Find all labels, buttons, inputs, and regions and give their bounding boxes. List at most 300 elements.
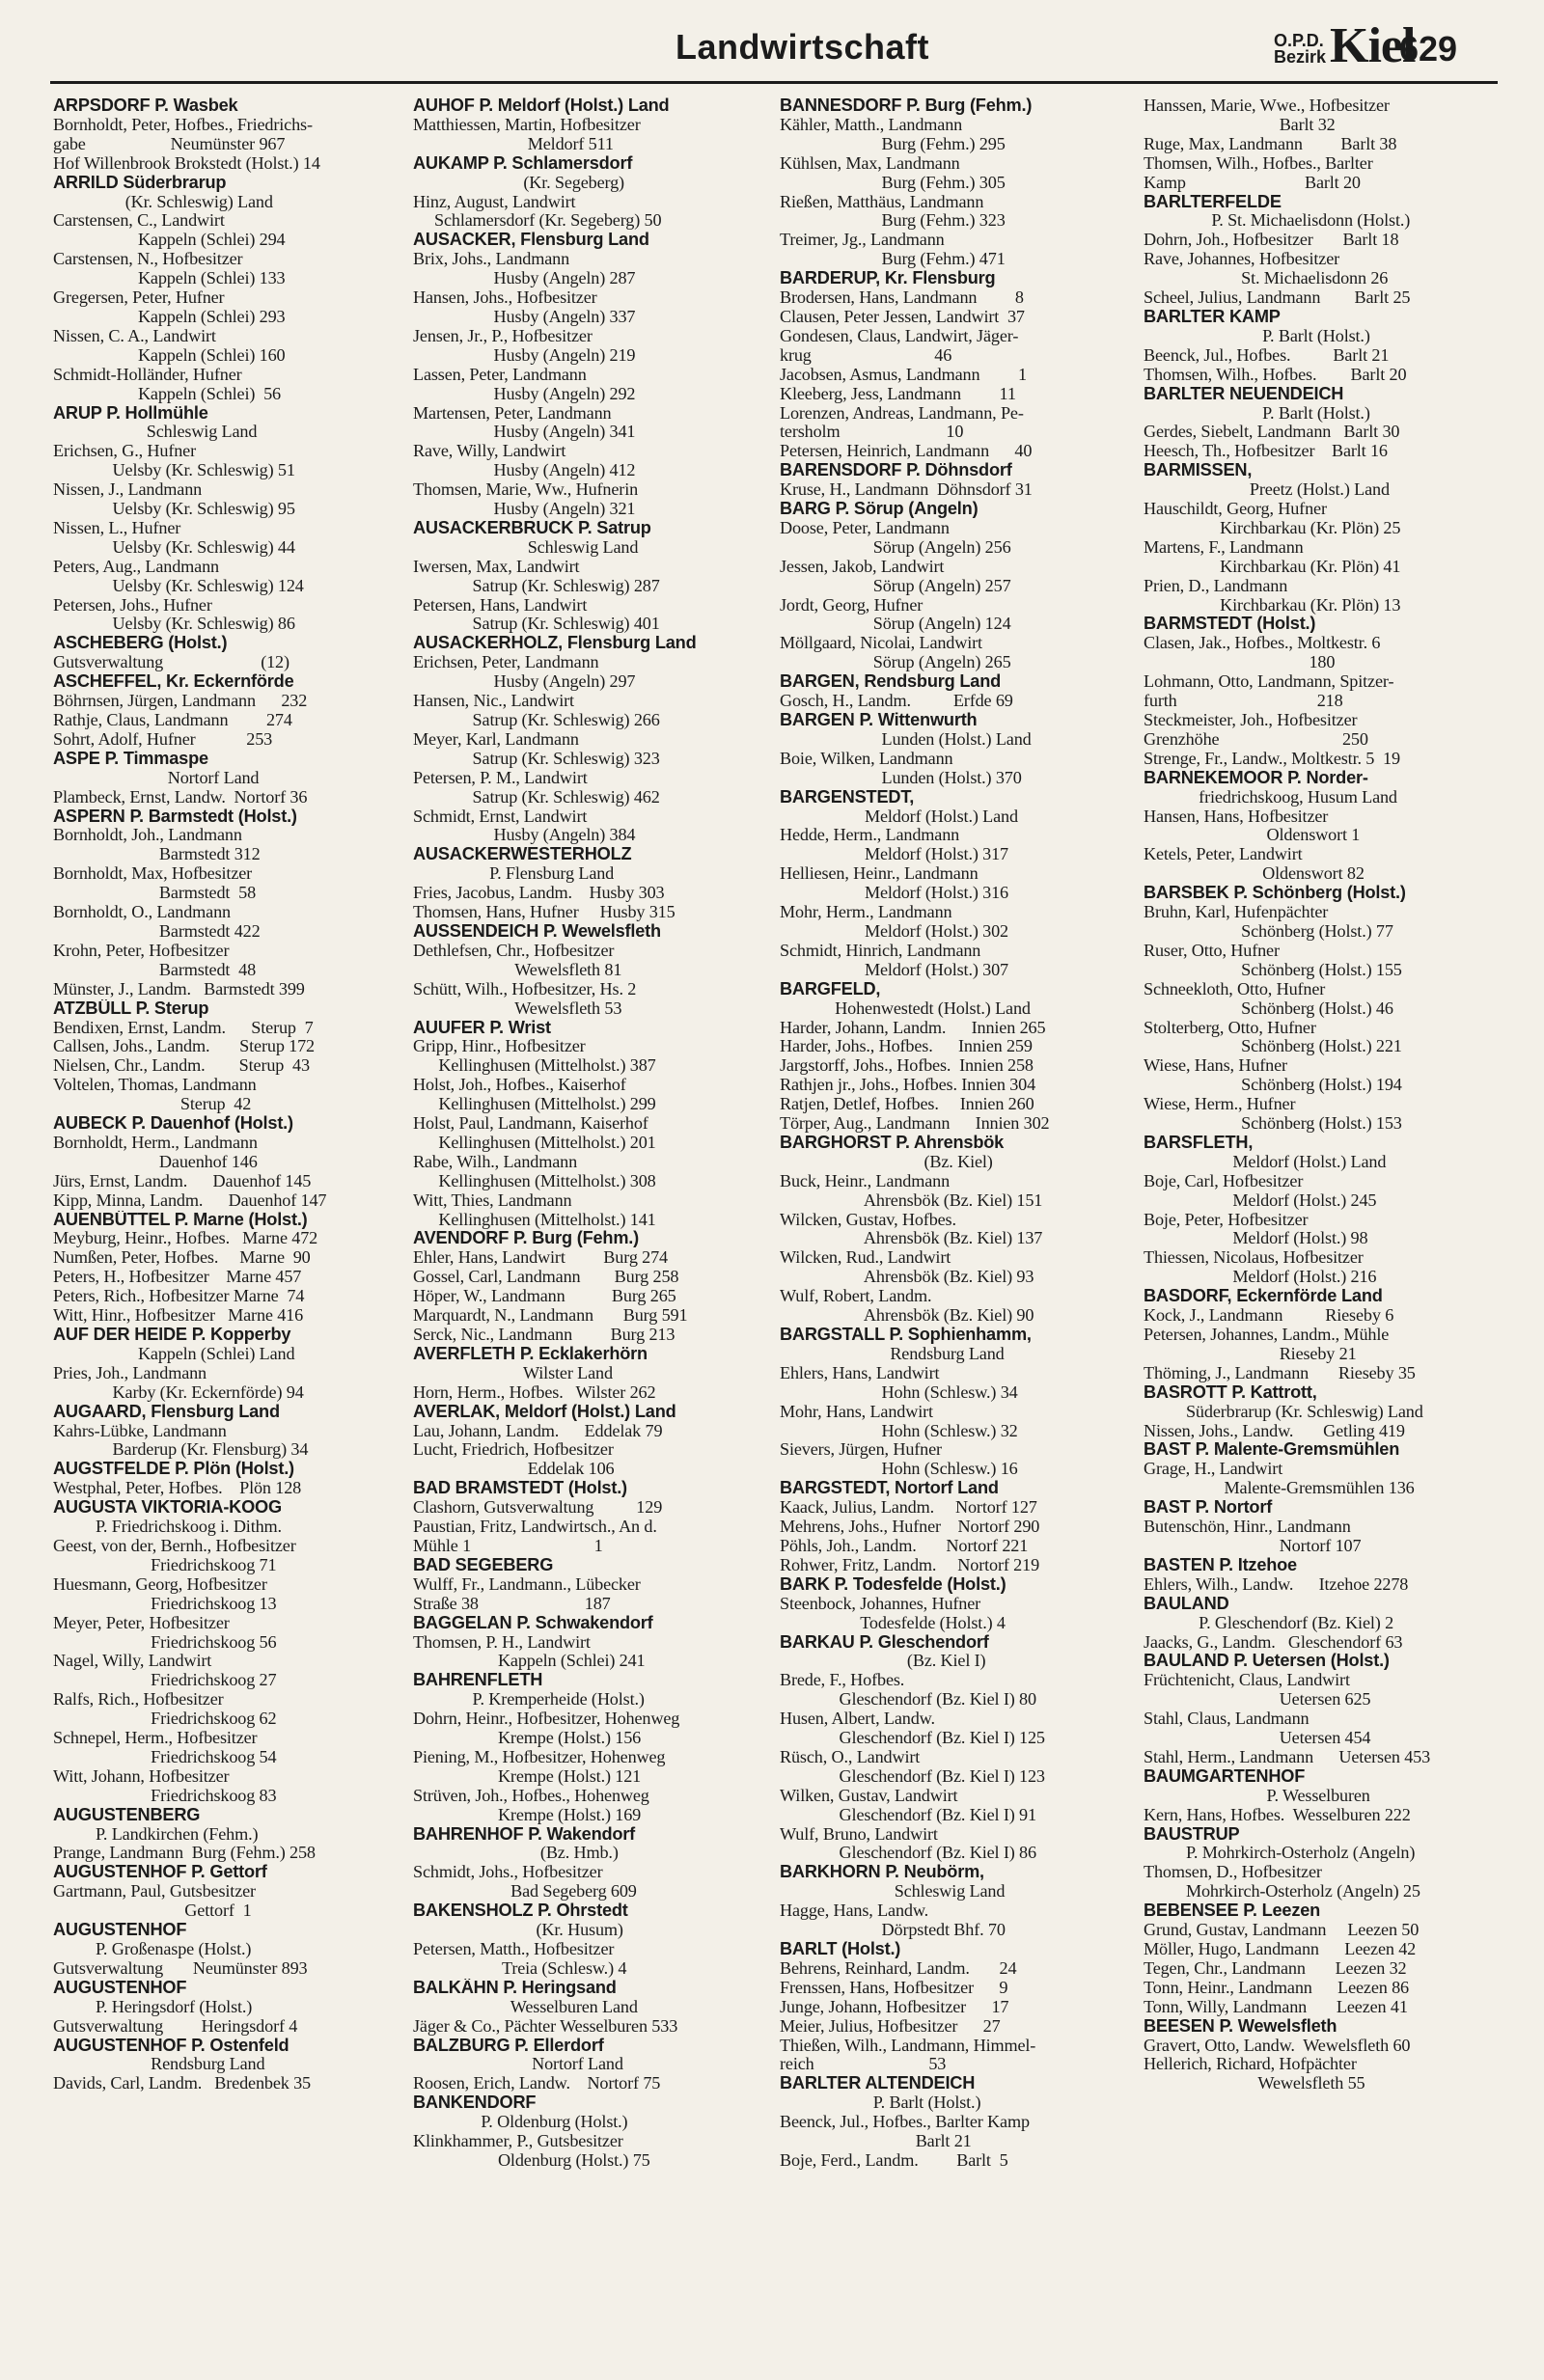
entry-line: Törper, Aug., Landmann Innien 302 — [780, 1114, 1050, 1134]
entry-line: Sohrt, Adolf, Hufner 253 — [53, 729, 273, 749]
entry-line: Husby (Angeln) 412 — [413, 461, 636, 480]
entry-line: Sterup 42 — [53, 1095, 252, 1114]
entry-line: Meier, Julius, Hofbesitzer 27 — [780, 2016, 1001, 2036]
entry-line: Schneekloth, Otto, Hufner — [1144, 979, 1326, 999]
entry-line: Nissen, L., Hufner — [53, 518, 181, 537]
entry-line: Junge, Johann, Hofbesitzer 17 — [780, 1997, 1009, 2016]
entry-line: Callsen, Johs., Landm. Sterup 172 — [53, 1037, 315, 1056]
entry-line: Schmidt, Ernst, Landwirt — [413, 807, 588, 826]
entry-line: Schönberg (Holst.) 153 — [1144, 1114, 1402, 1134]
entry-line: Fries, Jacobus, Landm. Husby 303 — [413, 884, 665, 903]
entry-line: Wulff, Fr., Landmann., Lübecker — [413, 1574, 641, 1594]
entry-line: Wilcken, Rud., Landwirt — [780, 1248, 951, 1268]
entry-line: Witt, Johann, Hofbesitzer — [53, 1766, 230, 1786]
entry-line: Jürs, Ernst, Landm. Dauenhof 145 — [53, 1171, 312, 1190]
entry-line: Meldorf (Holst.) 317 — [780, 845, 1008, 864]
place-heading: BARGHORST P. Ahrensbök — [780, 1133, 1005, 1152]
entry-line: Friedrichskoog 13 — [53, 1594, 277, 1613]
entry-line: Ehlers, Wilh., Landw. Itzehoe 2278 — [1144, 1574, 1409, 1594]
entry-line: Kleeberg, Jess, Landmann 11 — [780, 384, 1016, 403]
entry-line: Gutsverwaltung Neumünster 893 — [53, 1958, 308, 1978]
entry-line: gabe Neumünster 967 — [53, 134, 286, 153]
entry-line: Meldorf (Holst.) Land — [780, 807, 1018, 826]
entry-line: Hinz, August, Landwirt — [413, 192, 576, 211]
place-heading: BARGENSTEDT, — [780, 787, 915, 807]
entry-line: Marquardt, N., Landmann Burg 591 — [413, 1306, 688, 1326]
entry-line: Schleswig Land — [53, 423, 258, 442]
place-heading: BANNESDORF P. Burg (Fehm.) — [780, 96, 1033, 115]
opd-line-1: O.P.D. — [1274, 31, 1324, 50]
entry-line: Beenck, Jul., Hofbes. Barlt 21 — [1144, 345, 1390, 365]
entry-line: Schütt, Wilh., Hofbesitzer, Hs. 2 — [413, 979, 637, 999]
entry-line: Steenbock, Johannes, Hufner — [780, 1594, 981, 1613]
entry-line: Kappeln (Schlei) 241 — [413, 1652, 646, 1671]
entry-line: Dohrn, Joh., Hofbesitzer Barlt 18 — [1144, 231, 1399, 250]
entry-line: Petersen, Hans, Landwirt — [413, 595, 588, 615]
entry-line: Ahrensbök (Bz. Kiel) 90 — [780, 1306, 1034, 1326]
entry-line: Stolterberg, Otto, Hufner — [1144, 1018, 1316, 1037]
entry-line: Kappeln (Schlei) 160 — [53, 345, 286, 365]
place-heading: BARLT (Holst.) — [780, 1940, 901, 1958]
entry-line: Petersen, Johannes, Landm., Mühle — [1144, 1326, 1390, 1344]
entry-line: Früchtenicht, Claus, Landwirt — [1144, 1671, 1350, 1690]
entry-line: Hansen, Nic., Landwirt — [413, 692, 574, 711]
entry-line: Paustian, Fritz, Landwirtsch., An d. — [413, 1518, 657, 1537]
column-1 — [53, 96, 400, 2354]
entry-line: Dohrn, Heinr., Hofbesitzer, Hohenweg — [413, 1710, 680, 1729]
entry-line: Kappeln (Schlei) 293 — [53, 307, 286, 326]
entry-line: Plambeck, Ernst, Landw. Nortorf 36 — [53, 787, 308, 807]
entry-line: Erichsen, Peter, Landmann — [413, 653, 599, 672]
entry-line: Pries, Joh., Landmann — [53, 1363, 207, 1382]
entry-line: (Bz. Kiel I) — [780, 1652, 986, 1671]
entry-line: Wewelsfleth 81 — [413, 960, 622, 979]
place-heading: ARRILD Süderbrarup — [53, 173, 227, 192]
entry-line: Rabe, Wilh., Landmann — [413, 1152, 578, 1171]
place-heading: BAKENSHOLZ P. Ohrstedt — [413, 1901, 628, 1921]
entry-line: Nagel, Willy, Landwirt — [53, 1652, 212, 1671]
place-heading: ATZBÜLL P. Sterup — [53, 999, 209, 1018]
place-heading: AUGUSTENBERG — [53, 1805, 201, 1824]
entry-line: Mohrkirch-Osterholz (Angeln) 25 — [1144, 1882, 1420, 1901]
entry-line: Lau, Johann, Landm. Eddelak 79 — [413, 1421, 663, 1440]
place-heading: BARGEN P. Wittenwurth — [780, 711, 978, 729]
entry-line: Kern, Hans, Hofbes. Wesselburen 222 — [1144, 1805, 1411, 1824]
entry-line: Bad Segeberg 609 — [413, 1882, 637, 1901]
place-heading: BARSFLETH, — [1144, 1133, 1254, 1152]
page-title: Landwirtschaft — [676, 27, 930, 67]
entry-line: Butenschön, Hinr., Landmann — [1144, 1518, 1351, 1537]
entry-line: Ahrensbök (Bz. Kiel) 93 — [780, 1268, 1034, 1287]
place-heading: BARKAU P. Gleschendorf — [780, 1632, 989, 1652]
entry-line: Husby (Angeln) 297 — [413, 672, 636, 692]
district-name: Kiel — [1330, 18, 1416, 73]
entry-line: Kipp, Minna, Landm. Dauenhof 147 — [53, 1190, 327, 1210]
entry-line: Möllgaard, Nicolai, Landwirt — [780, 634, 982, 653]
entry-line: Thießen, Wilh., Landmann, Himmel- — [780, 2036, 1036, 2055]
entry-line: Friedrichskoog 62 — [53, 1710, 277, 1729]
entry-line: Burg (Fehm.) 471 — [780, 250, 1006, 269]
entry-line: Uelsby (Kr. Schleswig) 86 — [53, 615, 295, 634]
entry-line: Husby (Angeln) 337 — [413, 307, 636, 326]
entry-line: Rohwer, Fritz, Landm. Nortorf 219 — [780, 1555, 1040, 1574]
entry-line: Meyer, Karl, Landmann — [413, 729, 579, 749]
entry-line: Bornholdt, Joh., Landmann — [53, 826, 242, 845]
entry-line: Hohn (Schlesw.) 32 — [780, 1421, 1018, 1440]
entry-line: P. Großenaspe (Holst.) — [53, 1940, 252, 1958]
entry-line: Pöhls, Joh., Landm. Nortorf 221 — [780, 1536, 1029, 1555]
entry-line: Erichsen, G., Hufner — [53, 442, 197, 461]
entry-line: Peters, H., Hofbesitzer Marne 457 — [53, 1268, 302, 1287]
entry-line: Martens, F., Landmann — [1144, 537, 1304, 557]
place-heading: BARMSTEDT (Holst.) — [1144, 615, 1316, 634]
entry-line: Gleschendorf (Bz. Kiel I) 91 — [780, 1805, 1036, 1824]
entry-line: Wewelsfleth 55 — [1144, 2074, 1365, 2093]
place-heading: BALZBURG P. Ellerdorf — [413, 2036, 604, 2055]
entry-line: Brix, Johs., Landmann — [413, 250, 570, 269]
entry-line: P. Barlt (Holst.) — [1144, 403, 1370, 423]
entry-line: Schönberg (Holst.) 46 — [1144, 999, 1393, 1018]
entry-line: Ruser, Otto, Hufner — [1144, 941, 1280, 960]
entry-line: Iwersen, Max, Landwirt — [413, 557, 580, 576]
entry-line: Jäger & Co., Pächter Wesselburen 533 — [413, 2016, 678, 2036]
entry-line: Strenge, Fr., Landw., Moltkestr. 5 19 — [1144, 749, 1400, 768]
entry-line: St. Michaelisdonn 26 — [1144, 269, 1389, 288]
entry-line: Lunden (Holst.) Land — [780, 729, 1032, 749]
entry-line: Barderup (Kr. Flensburg) 34 — [53, 1440, 309, 1460]
entry-line: Höper, W., Landmann Burg 265 — [413, 1287, 676, 1306]
entry-line: Carstensen, C., Landwirt — [53, 211, 225, 231]
entry-line: Witt, Thies, Landmann — [413, 1190, 572, 1210]
entry-line: Nortorf Land — [413, 2055, 623, 2074]
entry-line: Barmstedt 312 — [53, 845, 261, 864]
entry-line: Rendsburg Land — [53, 2055, 265, 2074]
entry-line: Burg (Fehm.) 305 — [780, 173, 1006, 192]
entry-line: Satrup (Kr. Schleswig) 401 — [413, 615, 660, 634]
entry-line: Rießen, Matthäus, Landmann — [780, 192, 984, 211]
entry-line: Boje, Carl, Hofbesitzer — [1144, 1171, 1304, 1190]
entry-line: Gosch, H., Landm. Erfde 69 — [780, 692, 1013, 711]
entry-line: Davids, Carl, Landm. Bredenbek 35 — [53, 2074, 311, 2093]
entry-line: Wesselburen Land — [413, 1997, 638, 2016]
entry-line: Todesfelde (Holst.) 4 — [780, 1613, 1006, 1632]
entry-line: P. Flensburg Land — [413, 864, 615, 884]
entry-line: Uelsby (Kr. Schleswig) 124 — [53, 576, 304, 595]
entry-line: Petersen, Matth., Hofbesitzer — [413, 1940, 615, 1958]
entry-line: Sörup (Angeln) 257 — [780, 576, 1011, 595]
entry-line: Holst, Joh., Hofbes., Kaiserhof — [413, 1076, 626, 1095]
place-heading: AUSACKERWESTERHOLZ — [413, 845, 632, 864]
place-heading: AUGUSTENHOF — [53, 1978, 187, 1997]
entry-line: Jessen, Jakob, Landwirt — [780, 557, 945, 576]
place-heading: BASTEN P. Itzehoe — [1144, 1555, 1297, 1574]
place-heading: AUGSTFELDE P. Plön (Holst.) — [53, 1460, 294, 1479]
entry-line: Mühle 1 1 — [413, 1536, 603, 1555]
entry-line: Wilcken, Gustav, Hofbes. — [780, 1210, 956, 1229]
entry-line: Hansen, Hans, Hofbesitzer — [1144, 807, 1329, 826]
place-heading: BARKHORN P. Neubörm, — [780, 1863, 984, 1882]
entry-line: Kruse, H., Landmann Döhnsdorf 31 — [780, 480, 1033, 500]
entry-line: Oldenswort 82 — [1144, 864, 1365, 884]
entry-line: Jargstorff, Johs., Hofbes. Innien 258 — [780, 1056, 1034, 1076]
entry-line: Dethlefsen, Chr., Hofbesitzer — [413, 941, 615, 960]
entry-line: Steckmeister, Joh., Hofbesitzer — [1144, 711, 1358, 729]
entry-line: (Kr. Segeberg) — [413, 173, 624, 192]
entry-line: Hedde, Herm., Landmann — [780, 826, 960, 845]
entry-line: Rave, Johannes, Hofbesitzer — [1144, 250, 1340, 269]
place-heading: BAD SEGEBERG — [413, 1555, 554, 1574]
place-heading: BAUMGARTENHOF — [1144, 1766, 1306, 1786]
place-heading: BARGFELD, — [780, 979, 881, 999]
entry-line: Kellinghusen (Mittelholst.) 299 — [413, 1095, 656, 1114]
entry-line: Burg (Fehm.) 295 — [780, 134, 1006, 153]
entry-line: Harder, Johs., Hofbes. Innien 259 — [780, 1037, 1033, 1056]
place-heading: BARLTERFELDE — [1144, 192, 1282, 211]
entry-line: Harder, Johann, Landm. Innien 265 — [780, 1018, 1046, 1037]
entry-line: Rathjen jr., Johs., Hofbes. Innien 304 — [780, 1076, 1036, 1095]
place-heading: BARNEKEMOOR P. Norder- — [1144, 768, 1368, 787]
entry-line: Rendsburg Land — [780, 1344, 1005, 1363]
place-heading: BARENSDORF P. Döhnsdorf — [780, 461, 1012, 480]
entry-line: Krohn, Peter, Hofbesitzer — [53, 941, 230, 960]
entry-line: Kellinghusen (Mittelholst.) 141 — [413, 1210, 656, 1229]
entry-line: P. Friedrichskoog i. Dithm. — [53, 1518, 282, 1537]
entry-line: Gondesen, Claus, Landwirt, Jäger- — [780, 326, 1019, 345]
entry-line: tersholm 10 — [780, 423, 964, 442]
entry-line: Sievers, Jürgen, Hufner — [780, 1440, 942, 1460]
entry-line: Kappeln (Schlei) 56 — [53, 384, 281, 403]
entry-line: Buck, Heinr., Landmann — [780, 1171, 951, 1190]
entry-line: Bendixen, Ernst, Landm. Sterup 7 — [53, 1018, 314, 1037]
place-heading: AVERFLETH P. Ecklakerhörn — [413, 1344, 648, 1363]
place-heading: AUF DER HEIDE P. Kopperby — [53, 1326, 291, 1344]
entry-line: P. Landkirchen (Fehm.) — [53, 1824, 259, 1844]
entry-line: Lassen, Peter, Landmann — [413, 365, 587, 384]
place-heading: BARGSTALL P. Sophienhamm, — [780, 1326, 1032, 1344]
entry-line: Witt, Hinr., Hofbesitzer Marne 416 — [53, 1306, 304, 1326]
entry-line: Treia (Schlesw.) 4 — [413, 1958, 627, 1978]
entry-line: Friedrichskoog 27 — [53, 1671, 277, 1690]
entry-line: Stahl, Herm., Landmann Uetersen 453 — [1144, 1747, 1431, 1766]
entry-line: Wewelsfleth 53 — [413, 999, 622, 1018]
entry-line: Kappeln (Schlei) 133 — [53, 269, 286, 288]
place-heading: BARLTER KAMP — [1144, 307, 1281, 326]
entry-line: Stahl, Claus, Landmann — [1144, 1710, 1310, 1729]
entry-line: Wiese, Hans, Hufner — [1144, 1056, 1287, 1076]
entry-line: Nissen, Johs., Landw. Getling 419 — [1144, 1421, 1405, 1440]
place-heading: AUSACKERBRUCK P. Satrup — [413, 518, 651, 537]
entry-line: Kellinghusen (Mittelholst.) 308 — [413, 1171, 656, 1190]
entry-line: Krempe (Holst.) 156 — [413, 1729, 642, 1748]
entry-line: Bornholdt, Peter, Hofbes., Friedrichs- — [53, 115, 313, 134]
entry-line: Schlamersdorf (Kr. Segeberg) 50 — [413, 211, 662, 231]
entry-line: Schmidt, Johs., Hofbesitzer — [413, 1863, 603, 1882]
entry-line: Krempe (Holst.) 169 — [413, 1805, 642, 1824]
place-heading: AUKAMP P. Schlamersdorf — [413, 153, 633, 173]
entry-line: Meldorf (Holst.) 307 — [780, 960, 1008, 979]
entry-line: Jensen, Jr., P., Hofbesitzer — [413, 326, 593, 345]
place-heading: BAHRENFLETH — [413, 1671, 543, 1690]
place-heading: BASDORF, Eckernförde Land — [1144, 1287, 1383, 1306]
entry-line: Huesmann, Georg, Hofbesitzer — [53, 1574, 267, 1594]
entry-line: Schönberg (Holst.) 77 — [1144, 921, 1393, 941]
entry-line: Treimer, Jg., Landmann — [780, 231, 945, 250]
place-heading: AVENDORF P. Burg (Fehm.) — [413, 1229, 640, 1248]
entry-line: Mohr, Herm., Landmann — [780, 903, 952, 922]
entry-line: Piening, M., Hofbesitzer, Hohenweg — [413, 1747, 666, 1766]
entry-line: Ketels, Peter, Landwirt — [1144, 845, 1303, 864]
entry-line: Geest, von der, Bernh., Hofbesitzer — [53, 1536, 296, 1555]
entry-line: Voltelen, Thomas, Landmann — [53, 1076, 257, 1095]
entry-line: Friedrichskoog 71 — [53, 1555, 277, 1574]
entry-line: Ehlers, Hans, Landwirt — [780, 1363, 940, 1382]
place-heading: ARUP P. Hollmühle — [53, 403, 208, 423]
entry-line: Brede, F., Hofbes. — [780, 1671, 905, 1690]
place-heading: BARGSTEDT, Nortorf Land — [780, 1479, 999, 1498]
entry-line: Grenzhöhe 250 — [1144, 729, 1368, 749]
entry-line: P. Kremperheide (Holst.) — [413, 1690, 645, 1710]
entry-line: Ehler, Hans, Landwirt Burg 274 — [413, 1248, 668, 1268]
entry-line: Boie, Wilken, Landmann — [780, 749, 953, 768]
entry-line: Doose, Peter, Landmann — [780, 518, 950, 537]
entry-line: Barmstedt 48 — [53, 960, 257, 979]
entry-line: Heesch, Th., Hofbesitzer Barlt 16 — [1144, 442, 1388, 461]
place-heading: BALKÄHN P. Heringsand — [413, 1978, 617, 1997]
entry-line: Prien, D., Landmann — [1144, 576, 1288, 595]
postal-district-label — [1274, 33, 1326, 66]
entry-line: Petersen, Heinrich, Landmann 40 — [780, 442, 1033, 461]
entry-line: Kellinghusen (Mittelholst.) 201 — [413, 1133, 656, 1152]
entry-line: Sörup (Angeln) 265 — [780, 653, 1011, 672]
entry-line: krug 46 — [780, 345, 952, 365]
place-heading: ARPSDORF P. Wasbek — [53, 96, 238, 115]
entry-line: reich 53 — [780, 2055, 947, 2074]
entry-line: Ratjen, Detlef, Hofbes. Innien 260 — [780, 1095, 1034, 1114]
entry-line: Nissen, J., Landmann — [53, 480, 203, 500]
entry-line: Schönberg (Holst.) 194 — [1144, 1076, 1402, 1095]
entry-line: Helliesen, Heinr., Landmann — [780, 864, 979, 884]
entry-line: Thomsen, Wilh., Hofbes., Barlter — [1144, 153, 1373, 173]
entry-line: Sörup (Angeln) 256 — [780, 537, 1011, 557]
entry-line: Hanssen, Marie, Wwe., Hofbesitzer — [1144, 96, 1390, 115]
entry-line: Schnepel, Herm., Hofbesitzer — [53, 1729, 258, 1748]
entry-line: Hansen, Johs., Hofbesitzer — [413, 288, 597, 308]
entry-line: Satrup (Kr. Schleswig) 323 — [413, 749, 660, 768]
entry-line: Tonn, Heinr., Landmann Leezen 86 — [1144, 1978, 1409, 1997]
entry-line: Karby (Kr. Eckernförde) 94 — [53, 1382, 304, 1402]
place-heading: BAD BRAMSTEDT (Holst.) — [413, 1479, 627, 1498]
entry-line: Clausen, Peter Jessen, Landwirt 37 — [780, 307, 1025, 326]
entry-line: Thiessen, Nicolaus, Hofbesitzer — [1144, 1248, 1364, 1268]
place-heading: BAGGELAN P. Schwakendorf — [413, 1613, 653, 1632]
entry-line: Ralfs, Rich., Hofbesitzer — [53, 1690, 224, 1710]
entry-line: Lorenzen, Andreas, Landmann, Pe- — [780, 403, 1024, 423]
entry-line: Hof Willenbrook Brokstedt (Holst.) 14 — [53, 153, 320, 173]
entry-line: Bornholdt, O., Landmann — [53, 903, 231, 922]
entry-line: Bruhn, Karl, Hufenpächter — [1144, 903, 1329, 922]
entry-line: furth 218 — [1144, 692, 1343, 711]
entry-line: Wilken, Gustav, Landwirt — [780, 1786, 958, 1805]
place-heading: BEBENSEE P. Leezen — [1144, 1901, 1321, 1921]
entry-line: Wilster Land — [413, 1363, 613, 1382]
entry-line: P. Barlt (Holst.) — [1144, 326, 1370, 345]
entry-line: Barmstedt 422 — [53, 921, 261, 941]
entry-line: 180 — [1144, 653, 1336, 672]
entry-line: Kappeln (Schlei) Land — [53, 1344, 295, 1363]
entry-line: Husby (Angeln) 321 — [413, 500, 636, 519]
entry-line: P. St. Michaelisdonn (Holst.) — [1144, 211, 1411, 231]
place-heading: AUGAARD, Flensburg Land — [53, 1402, 280, 1421]
entry-line: Barlt 21 — [780, 2132, 972, 2151]
entry-line: Schmidt-Holländer, Hufner — [53, 365, 242, 384]
entry-line: Petersen, Johs., Hufner — [53, 595, 212, 615]
header-rule — [50, 81, 1498, 84]
entry-line: Kirchbarkau (Kr. Plön) 13 — [1144, 595, 1401, 615]
entry-line: Ahrensbök (Bz. Kiel) 151 — [780, 1190, 1043, 1210]
entry-line: Petersen, P. M., Landwirt — [413, 768, 588, 787]
entry-line: Tonn, Willy, Landmann Leezen 41 — [1144, 1997, 1408, 2016]
place-heading: BAULAND — [1144, 1594, 1229, 1613]
entry-line: Hagge, Hans, Landw. — [780, 1901, 929, 1921]
entry-line: Thomsen, P. H., Landwirt — [413, 1632, 591, 1652]
place-heading: BARG P. Sörup (Angeln) — [780, 500, 979, 519]
entry-line: Thomsen, Wilh., Hofbes. Barlt 20 — [1144, 365, 1407, 384]
entry-line: P. Mohrkirch-Osterholz (Angeln) — [1144, 1844, 1416, 1863]
place-heading: ASCHEBERG (Holst.) — [53, 634, 228, 653]
place-heading: AUENBÜTTEL P. Marne (Holst.) — [53, 1210, 308, 1229]
entry-line: Prange, Landmann Burg (Fehm.) 258 — [53, 1844, 316, 1863]
entry-line: Kamp Barlt 20 — [1144, 173, 1361, 192]
entry-line: Thomsen, Hans, Hufner Husby 315 — [413, 903, 676, 922]
entry-line: Grage, H., Landwirt — [1144, 1460, 1283, 1479]
entry-line: P. Wesselburen — [1144, 1786, 1370, 1805]
place-heading: AUSSENDEICH P. Wewelsfleth — [413, 921, 661, 941]
entry-line: Mehrens, Johs., Hufner Nortorf 290 — [780, 1518, 1040, 1537]
entry-line: Friedrichskoog 54 — [53, 1747, 277, 1766]
entry-line: Kappeln (Schlei) 294 — [53, 231, 286, 250]
entry-line: Kock, J., Landmann Rieseby 6 — [1144, 1306, 1394, 1326]
entry-line: Martensen, Peter, Landmann — [413, 403, 612, 423]
entry-line: Nissen, C. A., Landwirt — [53, 326, 216, 345]
place-heading: ASCHEFFEL, Kr. Eckernförde — [53, 672, 294, 692]
entry-line: Horn, Herm., Hofbes. Wilster 262 — [413, 1382, 656, 1402]
entry-line: Hohn (Schlesw.) 16 — [780, 1460, 1018, 1479]
entry-line: Jacobsen, Asmus, Landmann 1 — [780, 365, 1027, 384]
entry-line: Hohenwestedt (Holst.) Land — [780, 999, 1031, 1018]
entry-line: Serck, Nic., Landmann Burg 213 — [413, 1326, 676, 1344]
column-2 — [413, 96, 762, 2354]
entry-line: Boje, Ferd., Landm. Barlt 5 — [780, 2150, 1008, 2170]
entry-line: Thöming, J., Landmann Rieseby 35 — [1144, 1363, 1416, 1382]
entry-line: Gravert, Otto, Landw. Wewelsfleth 60 — [1144, 2036, 1411, 2055]
entry-line: Meyburg, Heinr., Hofbes. Marne 472 — [53, 1229, 318, 1248]
entry-line: Wulf, Bruno, Landwirt — [780, 1824, 938, 1844]
entry-line: Meldorf 511 — [413, 134, 614, 153]
entry-line: Lunden (Holst.) 370 — [780, 768, 1022, 787]
entry-line: Frenssen, Hans, Hofbesitzer 9 — [780, 1978, 1008, 1997]
entry-line: Boje, Peter, Hofbesitzer — [1144, 1210, 1309, 1229]
place-heading: AUGUSTA VIKTORIA-KOOG — [53, 1498, 282, 1518]
entry-line: Nortorf Land — [53, 768, 260, 787]
entry-line: Uelsby (Kr. Schleswig) 51 — [53, 461, 295, 480]
entry-line: Lohmann, Otto, Landmann, Spitzer- — [1144, 672, 1394, 692]
entry-line: Bornholdt, Max, Hofbesitzer — [53, 864, 253, 884]
entry-line: P. Oldenburg (Holst.) — [413, 2113, 628, 2132]
entry-line: Satrup (Kr. Schleswig) 266 — [413, 711, 660, 729]
place-heading: AUSACKER, Flensburg Land — [413, 231, 649, 250]
entry-line: Meldorf (Holst.) 98 — [1144, 1229, 1368, 1248]
entry-line: Barmstedt 58 — [53, 884, 257, 903]
